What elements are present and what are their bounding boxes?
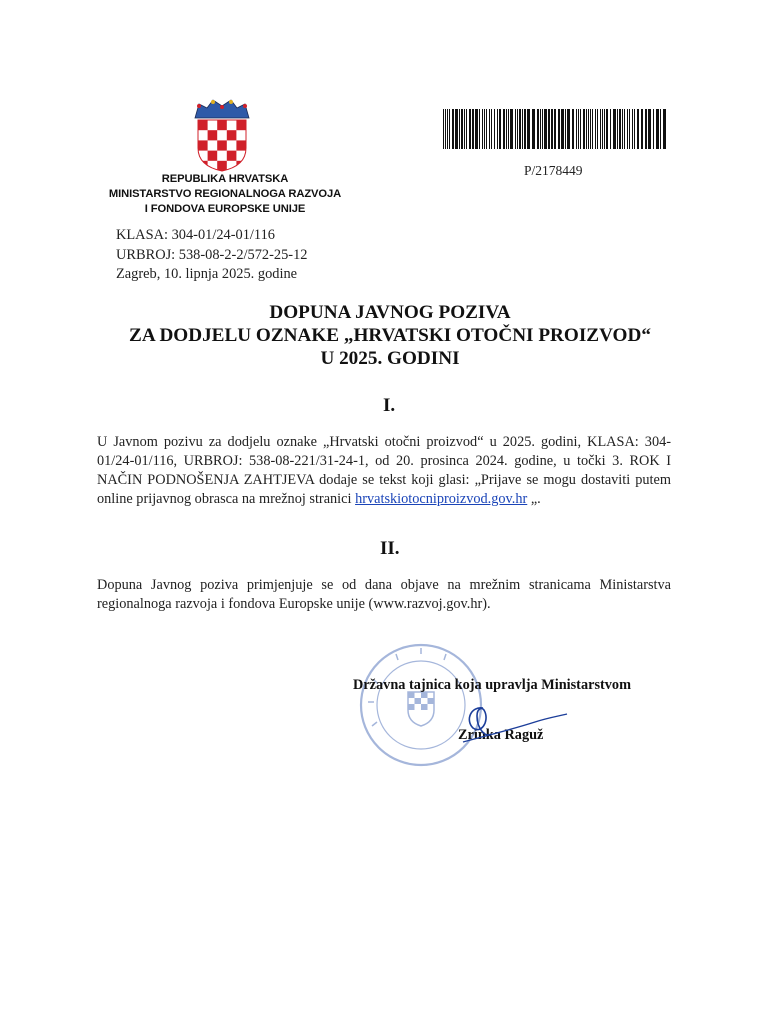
paragraph-end: „. [527, 491, 541, 507]
handwritten-signature-icon [455, 698, 570, 748]
reference-number: P/2178449 [524, 163, 583, 178]
signatory-name: Zrinka Raguž [458, 727, 544, 743]
section-paragraph [97, 433, 671, 509]
document-meta [116, 226, 307, 285]
coat-of-arms-icon [193, 98, 251, 172]
title-line: U 2025. GODINI [320, 348, 460, 369]
paragraph-text: U Javnom pozivu za dodjelu oznake „Hrvatski otočni proizvod“ u 2025. godini, KLASA: 304-01/24-01/116, URBROJ: 538-08-221/31-24-1, od 20. prosinca 2024. godine, u točki 3. ROK I NAČIN PODNOŠENJA ZAHTJEVA dodaje se tekst koji glasi: „Prijave se mogu dostaviti putem online prijavnog obrasca na mrežnoj stranici [97, 434, 671, 507]
section-number: II. [380, 538, 400, 559]
place-date: Zagreb, 10. lipnja 2025. godine [116, 266, 298, 282]
urbroj: URBROJ: 538-08-2-2/572-25-12 [116, 246, 308, 263]
section-number: I. [383, 395, 396, 416]
signatory-title: Državna tajnica koja upravlja Ministarstvom [353, 677, 631, 693]
ministry-line: I FONDOVA EUROPSKE UNIJE [144, 203, 306, 215]
title-line: ZA DODJELU OZNAKE „HRVATSKI OTOČNI PROIZVOD“ [129, 325, 651, 346]
website-link[interactable]: hrvatskiotocniproizvod.gov.hr [355, 491, 528, 507]
barcode-icon [443, 109, 667, 149]
ministry-line: MINISTARSTVO REGIONALNOGA RAZVOJA [108, 188, 342, 200]
section-paragraph [97, 576, 671, 614]
title-line: DOPUNA JAVNOG POZIVA [269, 302, 511, 323]
ministry-header [80, 172, 370, 217]
ministry-line: REPUBLIKA HRVATSKA [161, 173, 289, 185]
klasa: KLASA: 304-01/24-01/116 [116, 227, 275, 243]
paragraph-text: Dopuna Javnog poziva primjenjuje se od dana objave na mrežnim stranicama Ministarstva regionalnoga razvoja i fondova Europske unije (www.razvoj.gov.hr). [97, 577, 671, 612]
document-title [60, 301, 720, 370]
